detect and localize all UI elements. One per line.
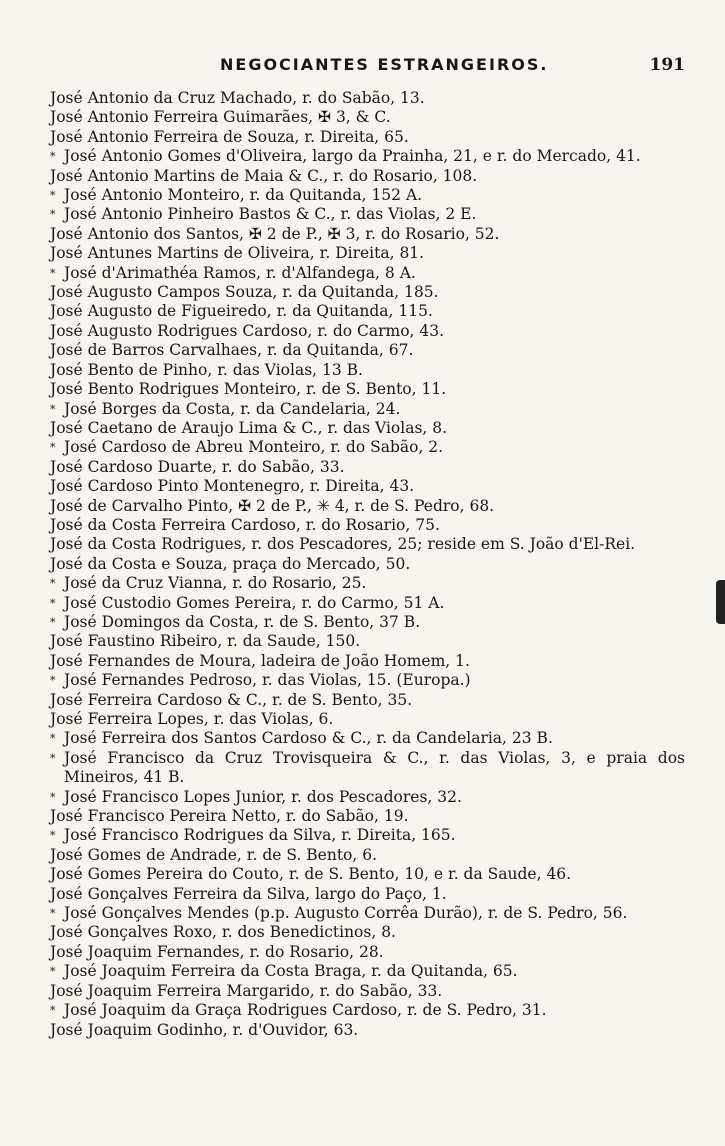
page-header — [50, 55, 685, 85]
entry-text: José Augusto de Figueiredo, r. da Quitanda, 115. — [50, 302, 433, 321]
list-item — [50, 167, 685, 186]
entry-text: José Gonçalves Mendes (p.p. Augusto Corrêa Durão), r. de S. Pedro, 56. — [64, 904, 628, 923]
list-item — [50, 186, 685, 205]
entry-text: José Domingos da Costa, r. de S. Bento, 37 B. — [64, 612, 421, 631]
list-item — [50, 613, 685, 632]
entry-text: José Antonio dos Santos, ✠ 2 de P., ✠ 3, r. do Rosario, 52. — [50, 224, 500, 243]
list-item — [50, 982, 685, 1001]
list-item — [50, 147, 685, 166]
entry-text: José Bento Rodrigues Monteiro, r. de S. Bento, 11. — [50, 380, 447, 399]
list-item — [50, 671, 685, 690]
list-item — [50, 535, 685, 554]
entry-text: José Augusto Rodrigues Cardoso, r. do Carmo, 43. — [50, 321, 445, 340]
scan-edge-mark — [716, 580, 725, 624]
entry-text: José Gomes de Andrade, r. de S. Bento, 6. — [50, 845, 378, 864]
list-item — [50, 244, 685, 263]
entry-text: José Joaquim Ferreira Margarido, r. do Sabão, 33. — [50, 981, 443, 1000]
list-item — [50, 826, 685, 845]
star-marker: * — [50, 829, 56, 843]
star-marker: * — [50, 790, 56, 804]
star-marker: * — [50, 732, 56, 746]
entry-text: José Joaquim Fernandes, r. do Rosario, 28. — [50, 942, 384, 961]
entry-text: José Gomes Pereira do Couto, r. de S. Bento, 10, e r. da Saude, 46. — [50, 865, 572, 884]
list-item — [50, 128, 685, 147]
list-item — [50, 594, 685, 613]
star-marker: * — [50, 208, 56, 222]
star-marker: * — [50, 1004, 56, 1018]
entry-text: José Gonçalves Roxo, r. dos Benedictinos, 8. — [50, 923, 396, 942]
entry-text: José Augusto Campos Souza, r. da Quitanda, 185. — [50, 283, 439, 302]
entry-text: José Francisco Lopes Junior, r. dos Pescadores, 32. — [64, 787, 462, 806]
entry-text: José d'Arimathéa Ramos, r. d'Alfandega, 8 A. — [64, 263, 416, 282]
list-item — [50, 846, 685, 865]
star-marker: * — [50, 266, 56, 280]
list-item — [50, 729, 685, 748]
list-item — [50, 438, 685, 457]
list-item — [50, 302, 685, 321]
entry-text: José Antonio Gomes d'Oliveira, largo da Prainha, 21, e r. do Mercado, 41. — [64, 147, 641, 166]
entry-text: José Ferreira Cardoso & C., r. de S. Bento, 35. — [50, 690, 413, 709]
list-item — [50, 264, 685, 283]
entry-text: José Antonio Ferreira Guimarães, ✠ 3, & C. — [50, 108, 391, 127]
entry-text: José da Costa Ferreira Cardoso, r. do Rosario, 75. — [50, 515, 440, 534]
entry-text: José Antonio Martins de Maia & C., r. do Rosario, 108. — [50, 166, 478, 185]
entry-text: José Antonio Monteiro, r. da Quitanda, 152 A. — [64, 186, 423, 205]
list-item — [50, 865, 685, 884]
entry-text: José da Costa Rodrigues, r. dos Pescadores, 25; reside em S. João d'El-Rei. — [50, 535, 636, 554]
list-item — [50, 477, 685, 496]
entry-text: José Francisco da Cruz Trovisqueira & C., r. das Violas, 3, e praia dos Mineiros, 41 B. — [64, 748, 685, 787]
star-marker: * — [50, 965, 56, 979]
list-item — [50, 555, 685, 574]
entry-text: José Antonio da Cruz Machado, r. do Sabão, 13. — [50, 89, 425, 107]
star-marker: * — [50, 907, 56, 921]
entry-text: José Bento de Pinho, r. das Violas, 13 B. — [50, 360, 363, 379]
entry-text: José Francisco Rodrigues da Silva, r. Direita, 165. — [64, 826, 456, 845]
entry-text: José Custodio Gomes Pereira, r. do Carmo, 51 A. — [64, 593, 445, 612]
entry-text: José da Cruz Vianna, r. do Rosario, 25. — [64, 574, 367, 593]
list-item — [50, 283, 685, 302]
list-item — [50, 205, 685, 224]
entry-text: José Cardoso Duarte, r. do Sabão, 33. — [50, 457, 345, 476]
entry-text: José Antunes Martins de Oliveira, r. Direita, 81. — [50, 244, 425, 263]
star-marker: * — [50, 674, 56, 688]
list-item — [50, 89, 685, 108]
star-marker: * — [50, 402, 56, 416]
star-marker: * — [50, 751, 56, 765]
entry-text: José Fernandes de Moura, ladeira de João Homem, 1. — [50, 651, 470, 670]
list-item — [50, 108, 685, 127]
list-item — [50, 632, 685, 651]
page-number: 191 — [649, 55, 685, 75]
list-item — [50, 1021, 685, 1040]
star-marker: * — [50, 189, 56, 203]
entry-text: José Antonio Pinheiro Bastos & C., r. das Violas, 2 E. — [64, 205, 477, 224]
merchant-list — [50, 89, 685, 1040]
entry-text: José Antonio Ferreira de Souza, r. Direita, 65. — [50, 127, 409, 146]
entry-text: José Faustino Ribeiro, r. da Saude, 150. — [50, 632, 361, 651]
page-title: NEGOCIANTES ESTRANGEIROS. — [220, 55, 549, 74]
star-marker: * — [50, 577, 56, 591]
list-item — [50, 885, 685, 904]
star-marker: * — [50, 441, 56, 455]
list-item — [50, 962, 685, 981]
list-item — [50, 923, 685, 942]
list-item — [50, 341, 685, 360]
entry-text: José da Costa e Souza, praça do Mercado, 50. — [50, 554, 411, 573]
list-item — [50, 691, 685, 710]
list-item — [50, 749, 685, 788]
entry-text: José de Carvalho Pinto, ✠ 2 de P., ✳ 4, r. de S. Pedro, 68. — [50, 496, 495, 515]
list-item — [50, 516, 685, 535]
entry-text: José Fernandes Pedroso, r. das Violas, 15. (Europa.) — [64, 671, 471, 690]
star-marker: * — [50, 596, 56, 610]
star-marker: * — [50, 615, 56, 629]
list-item — [50, 458, 685, 477]
entry-text: José Gonçalves Ferreira da Silva, largo do Paço, 1. — [50, 884, 447, 903]
entry-text: José Joaquim Godinho, r. d'Ouvidor, 63. — [50, 1020, 359, 1039]
list-item — [50, 807, 685, 826]
entry-text: José Borges da Costa, r. da Candelaria, 24. — [64, 399, 401, 418]
list-item — [50, 652, 685, 671]
list-item — [50, 225, 685, 244]
star-marker: * — [50, 150, 56, 164]
list-item — [50, 497, 685, 516]
list-item — [50, 322, 685, 341]
list-item — [50, 904, 685, 923]
list-item — [50, 574, 685, 593]
list-item — [50, 380, 685, 399]
list-item — [50, 400, 685, 419]
list-item — [50, 710, 685, 729]
entry-text: José Cardoso Pinto Montenegro, r. Direita, 43. — [50, 477, 415, 496]
entry-text: José Ferreira dos Santos Cardoso & C., r. da Candelaria, 23 B. — [64, 729, 553, 748]
entry-text: José Joaquim Ferreira da Costa Braga, r. da Quitanda, 65. — [64, 962, 518, 981]
list-item — [50, 1001, 685, 1020]
list-item — [50, 361, 685, 380]
list-item — [50, 419, 685, 438]
list-item — [50, 943, 685, 962]
entry-text: José de Barros Carvalhaes, r. da Quitanda, 67. — [50, 341, 414, 360]
entry-text: José Francisco Pereira Netto, r. do Sabão, 19. — [50, 807, 409, 826]
entry-text: José Caetano de Araujo Lima & C., r. das Violas, 8. — [50, 418, 448, 437]
entry-text: José Joaquim da Graça Rodrigues Cardoso, r. de S. Pedro, 31. — [64, 1001, 547, 1020]
entry-text: José Cardoso de Abreu Monteiro, r. do Sabão, 2. — [64, 438, 444, 457]
list-item — [50, 788, 685, 807]
entry-text: José Ferreira Lopes, r. das Violas, 6. — [50, 710, 334, 728]
